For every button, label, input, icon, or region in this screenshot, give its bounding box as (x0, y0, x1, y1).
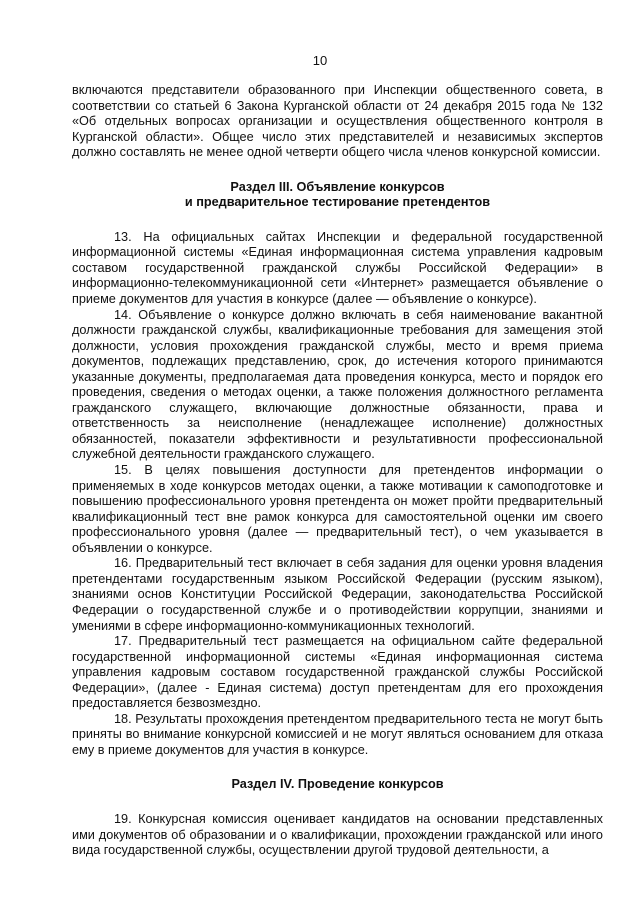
page-number: 10 (312, 53, 328, 68)
section-4-title: Раздел IV. Проведение конкурсов (231, 777, 444, 792)
section-3-heading (72, 180, 603, 211)
paragraph-18: 18. Результаты прохождения претендентом предварительного теста не могут быть приняты во внимание конкурсной комиссией и не могут являться основанием для отказа ему в приеме документов для участия в конкурсе. (72, 711, 603, 757)
section-4-heading (72, 777, 603, 793)
paragraph-17: 17. Предварительный тест размещается на официальном сайте федеральной государственной информационной системы «Единая информационная система управления кадровым составом государственной гражданской службы Российской Федерации», (далее - Единая система) доступ претендентам для его прохождения предоставляется безвозмездно. (72, 634, 603, 711)
paragraph-15: 15. В целях повышения доступности для претендентов информации о применяемых в ходе конкурсов методах оценки, а также мотивации к самоподготовке и повышению профессионального уровня претендента он может пройти предварительный квалификационный тест вне рамок конкурса для самостоятельной оценки им своего профессионального уровня (далее — предварительный тест), о чем указывается в объявлении о конкурсе. (72, 463, 603, 555)
document-body (72, 83, 603, 859)
section-3-title-line-1: Раздел III. Объявление конкурсов (230, 179, 445, 194)
section-3-body (72, 230, 603, 759)
paragraph-13: 13. На официальных сайтах Инспекции и федеральной государственной информационной системы «Единая информационная система управления кадровым составом государственной гражданской службы Российской Федерации» в информационно-телекоммуникационной сети «Интернет» размещается объявление о приеме документов для участия в конкурсе (далее — объявление о конкурсе). (72, 229, 603, 307)
paragraph-16: 16. Предварительный тест включает в себя задания для оценки уровня владения претендентами государственным языком Российской Федерации (русским языком), знаниями основ Конституции Российской Федерации, законодательства Российской Федерации о государственной службе и о противодействии коррупции, знаниями и умениями в сфере информационно-коммуникационных технологий. (72, 556, 603, 633)
intro-paragraph: включаются представители образованного при Инспекции общественного совета, в соответствии со статьей 6 Закона Курганской области от 24 декабря 2015 года № 132 «Об отдельных вопросах организации и осуществления общественного контроля в Курганской области». Общее число этих представителей и независимых экспертов должно составлять не менее одной четверти общего числа членов конкурсной комиссии. (72, 83, 603, 160)
section-4-body (72, 812, 603, 859)
paragraph-14: 14. Объявление о конкурсе должно включать в себя наименование вакантной должности гражданской службы, квалификационные требования для замещения этой должности, условия прохождения гражданской службы, место и время приема документов, подлежащих представлению, срок, до истечения которого принимаются указанные документы, предполагаемая дата проведения конкурса, место и порядок его проведения, сведения о методах оценки, а также положения должностного регламента гражданского служащего, включающие должностные обязанности, права и ответственность за неисполнение (ненадлежащее исполнение) должностных обязанностей, показатели эффективности и результативности профессиональной служебной деятельности гражданского служащего. (72, 307, 603, 462)
paragraph-19: 19. Конкурсная комиссия оценивает кандидатов на основании представленных ими документов об образовании и о квалификации, прохождении гражданской или иного вида государственной службы, осуществлении другой трудовой деятельности, а (72, 811, 603, 858)
section-3-title-line-2: и предварительное тестирование претендентов (184, 195, 491, 210)
